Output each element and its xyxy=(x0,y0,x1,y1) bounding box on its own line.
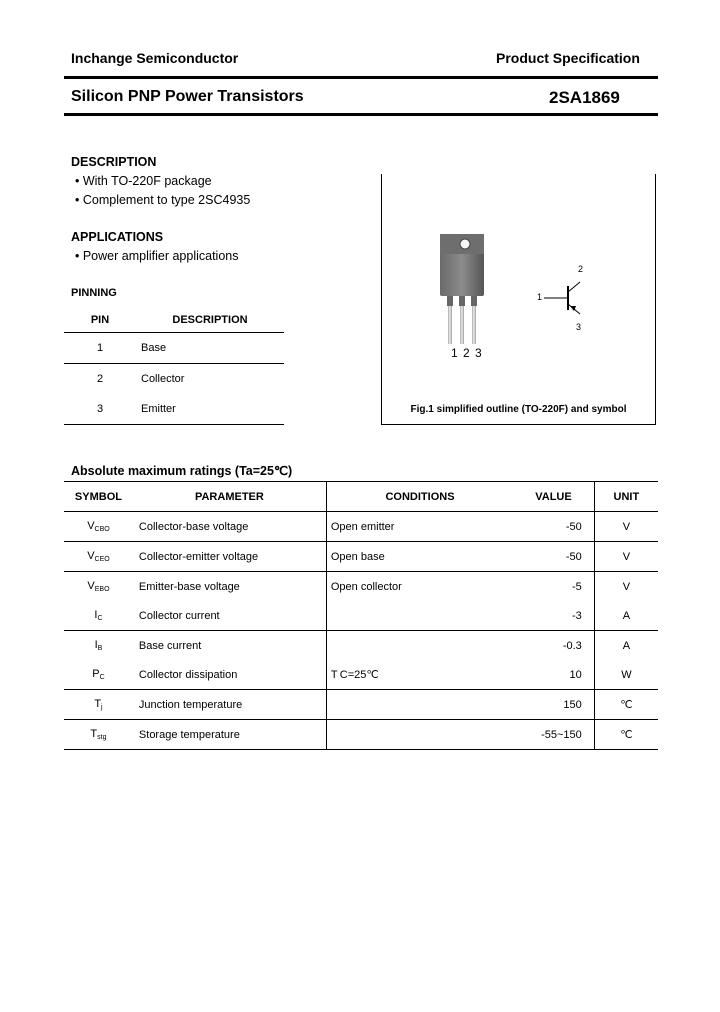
unit-col-header: UNIT xyxy=(594,482,658,512)
rating-parameter: Emitter-base voltage xyxy=(138,580,240,593)
rating-parameter: Collector-base voltage xyxy=(133,512,326,542)
rating-value: 10 xyxy=(513,660,594,690)
pin-description: Base xyxy=(136,333,284,364)
rating-symbol: $V_{CBO}$ xyxy=(64,512,133,542)
rating-unit: V xyxy=(594,512,658,542)
rating-unit: ℃ xyxy=(594,690,658,720)
rating-unit: A xyxy=(594,601,658,631)
description-item: • Complement to type 2SC4935 xyxy=(75,193,251,207)
description-heading: DESCRIPTION xyxy=(71,155,157,169)
symbol-pin-emitter: 3 xyxy=(576,322,582,332)
symbol-pin-collector: 2 xyxy=(578,264,584,274)
rating-parameter: Storage temperature xyxy=(133,720,326,750)
rating-parameter: Junction temperature xyxy=(133,690,326,720)
rating-condition xyxy=(326,631,513,661)
rating-condition xyxy=(326,690,513,720)
table-row xyxy=(64,572,658,602)
package-pin-numbers: 1 2 3 xyxy=(451,346,483,360)
part-number: 2SA1869 xyxy=(549,88,620,107)
rating-parameter: Collector current xyxy=(133,601,326,631)
pinning-header-row xyxy=(64,308,284,333)
pin-description: Emitter xyxy=(136,394,284,425)
symbol-col-header: SYMBOL xyxy=(64,482,133,512)
rating-condition: Open collector xyxy=(326,572,513,602)
ratings-table xyxy=(64,481,658,750)
symbol-pin-base: 1 xyxy=(537,292,543,302)
description-item: • With TO-220F package xyxy=(75,174,212,188)
figure-caption: Fig.1 simplified outline (TO-220F) and symbol xyxy=(410,404,627,415)
rating-value: -3 xyxy=(513,601,594,631)
pin-col-header: PIN xyxy=(64,308,136,333)
rating-parameter: Collector dissipation xyxy=(133,660,326,690)
pin-description: Collector xyxy=(141,373,185,385)
pin-number: 2 xyxy=(96,373,104,385)
rating-unit: A xyxy=(594,631,658,661)
rating-symbol: $V_{EBO}$ xyxy=(87,580,110,593)
rating-symbol: $V_{CEO}$ xyxy=(64,542,133,572)
header-rule-bottom xyxy=(64,113,658,116)
rating-parameter: Base current xyxy=(138,639,202,652)
rating-value: -0.3 xyxy=(562,639,582,652)
rating-condition: Open emitter xyxy=(326,512,513,542)
ratings-heading: Absolute maximum ratings (Ta=25℃) xyxy=(71,464,293,478)
rating-value: -50 xyxy=(513,512,594,542)
pin-number: 1 xyxy=(64,333,136,364)
table-row xyxy=(64,333,284,364)
spec-label: Product Specification xyxy=(496,50,640,66)
table-row xyxy=(64,364,284,395)
pinning-heading: PINNING xyxy=(71,287,117,299)
table-row xyxy=(64,720,658,750)
rating-value: -55~150 xyxy=(513,720,594,750)
pin-number: 3 xyxy=(64,394,136,425)
rating-symbol: $T_{stg}$ xyxy=(64,720,133,750)
rating-condition xyxy=(326,720,513,750)
rating-unit: V xyxy=(594,572,658,602)
table-row xyxy=(64,690,658,720)
rating-value: 150 xyxy=(513,690,594,720)
rating-symbol: $T_j$ xyxy=(64,690,133,720)
desc-col-header: DESCRIPTION xyxy=(136,308,284,333)
rating-value: -5 xyxy=(572,580,582,593)
rating-condition: Open base xyxy=(326,542,513,572)
table-row xyxy=(64,631,658,661)
applications-item: • Power amplifier applications xyxy=(75,249,239,263)
company-name: Inchange Semiconductor xyxy=(71,50,239,66)
ratings-header-row xyxy=(64,482,658,512)
header-rule-top xyxy=(64,76,658,79)
figure-box xyxy=(381,174,656,425)
rating-unit: ℃ xyxy=(594,720,658,750)
table-row xyxy=(64,394,284,425)
rating-unit: W xyxy=(594,660,658,690)
rating-parameter: Collector-emitter voltage xyxy=(133,542,326,572)
table-row xyxy=(64,660,658,690)
rating-symbol: $P_C$ xyxy=(64,660,133,690)
conditions-col-header: CONDITIONS xyxy=(326,482,513,512)
rating-value: -50 xyxy=(513,542,594,572)
rating-condition: T C=25℃ xyxy=(326,660,513,690)
applications-heading: APPLICATIONS xyxy=(71,230,164,244)
parameter-col-header: PARAMETER xyxy=(133,482,326,512)
rating-condition xyxy=(326,601,513,631)
rating-symbol: $I_C$ xyxy=(64,601,133,631)
table-row xyxy=(64,601,658,631)
pinning-table xyxy=(64,308,284,425)
rating-unit: V xyxy=(594,542,658,572)
document-title: Silicon PNP Power Transistors xyxy=(71,88,304,105)
value-col-header: VALUE xyxy=(513,482,594,512)
table-row xyxy=(64,512,658,542)
table-row xyxy=(64,542,658,572)
rating-symbol: $I_B$ xyxy=(94,639,103,652)
